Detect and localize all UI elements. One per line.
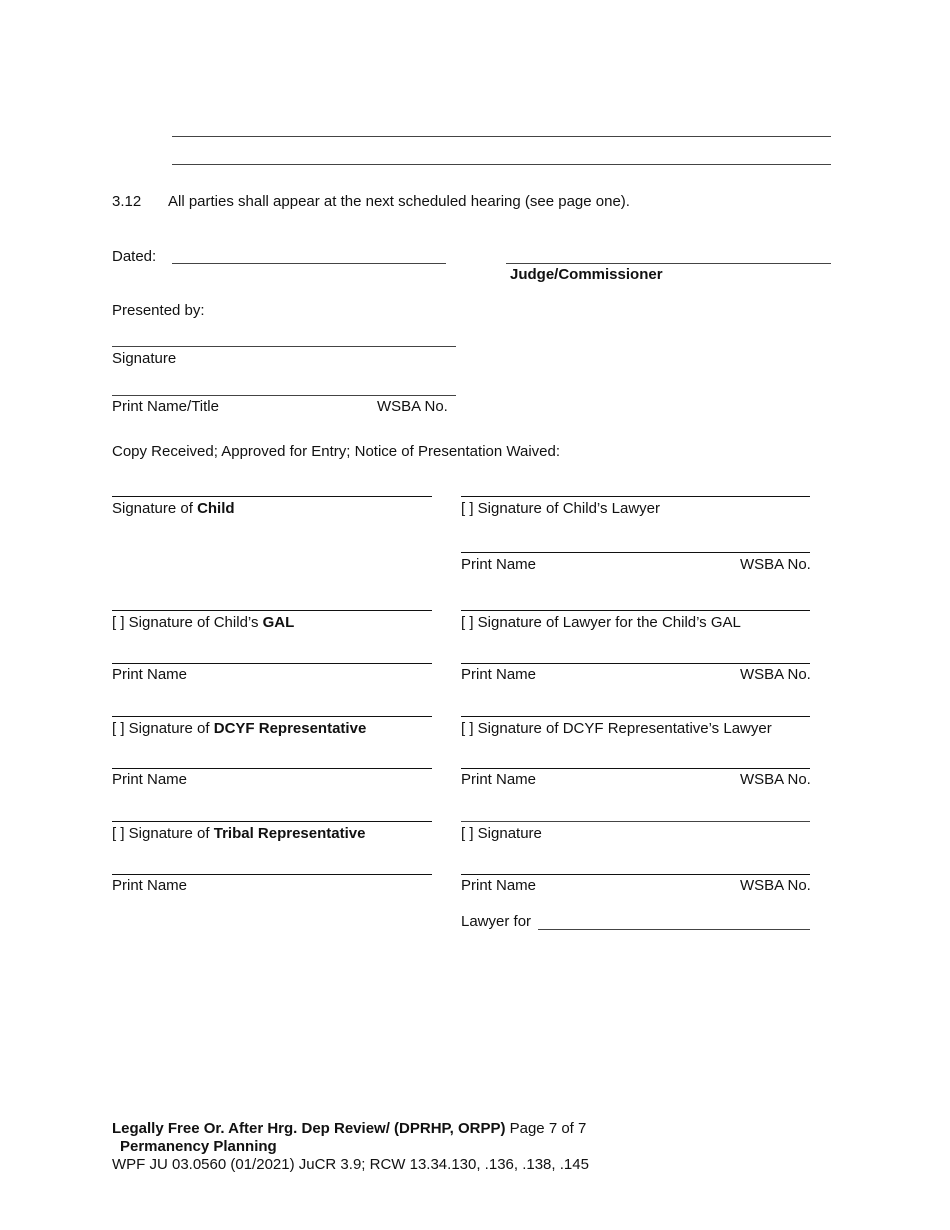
gal-print-label: Print Name [112, 666, 188, 683]
section-number: 3.12 [112, 193, 142, 210]
dcyf-bold: DCYF Representative [213, 720, 367, 737]
child-lawyer-signature-line[interactable] [461, 496, 810, 497]
child-signature-line[interactable] [112, 496, 432, 497]
child-bold: Child [197, 500, 235, 517]
dcyf-signature-line[interactable] [112, 716, 432, 717]
child-lawyer-wsba-label: WSBA No. [740, 556, 811, 573]
tribal-signature-line[interactable] [112, 821, 432, 822]
dcyf-lawyer-print-line[interactable] [461, 768, 810, 769]
gal-bold: GAL [262, 614, 295, 631]
gal-lawyer-print-line[interactable] [461, 663, 810, 664]
gal-print-line[interactable] [112, 663, 432, 664]
judge-label: Judge/Commissioner [510, 266, 663, 283]
child-prefix: Signature of [112, 500, 198, 517]
dated-label: Dated: [112, 248, 157, 265]
other-signature-label: [ ] Signature [461, 825, 542, 842]
dcyf-lawyer-signature-line[interactable] [461, 716, 810, 717]
footer-page: Page 7 of 7 [505, 1120, 587, 1137]
footer-citation: WPF JU 03.0560 (01/2021) JuCR 3.9; RCW 13.34.130, .136, .138, .145 [112, 1156, 589, 1173]
child-lawyer-print-line[interactable] [461, 552, 810, 553]
footer-title-bold: Legally Free Or. After Hrg. Dep Review/ (DPRHP, ORPP) [112, 1120, 506, 1137]
lawyer-for-field[interactable] [538, 929, 810, 930]
judge-signature-line[interactable] [506, 263, 831, 264]
presenter-name-label: Print Name/Title [112, 398, 219, 415]
dated-field[interactable] [172, 263, 446, 264]
tribal-bold: Tribal Representative [213, 825, 366, 842]
child-lawyer-label: [ ] Signature of Child’s Lawyer [461, 500, 660, 517]
other-print-line[interactable] [461, 874, 810, 875]
dcyf-lawyer-print-label: Print Name [461, 771, 537, 788]
gal-lawyer-signature-line[interactable] [461, 610, 810, 611]
tribal-signature-label [112, 825, 365, 843]
section-text: All parties shall appear at the next scheduled hearing (see page one). [168, 193, 630, 210]
dcyf-signature-label [112, 720, 366, 738]
lawyer-for-label: Lawyer for [461, 913, 532, 930]
blank-line-2[interactable] [172, 164, 831, 165]
gal-lawyer-print-label: Print Name [461, 666, 537, 683]
footer-title [112, 1120, 586, 1138]
footer-subtitle: Permanency Planning [120, 1138, 277, 1155]
presented-label: Presented by: [112, 302, 205, 319]
dcyf-print-label: Print Name [112, 771, 188, 788]
dcyf-lawyer-label: [ ] Signature of DCYF Representative’s Lawyer [461, 720, 772, 737]
dcyf-lawyer-wsba-label: WSBA No. [740, 771, 811, 788]
blank-line-1[interactable] [172, 136, 831, 137]
dcyf-prefix: [ ] Signature of [112, 720, 214, 737]
presenter-signature-label: Signature [112, 350, 177, 367]
gal-signature-line[interactable] [112, 610, 432, 611]
gal-prefix: [ ] Signature of Child’s [112, 614, 263, 631]
child-lawyer-print-label: Print Name [461, 556, 537, 573]
presenter-wsba-label: WSBA No. [377, 398, 448, 415]
gal-signature-label [112, 614, 294, 632]
presenter-name-line[interactable] [112, 395, 456, 396]
gal-lawyer-label: [ ] Signature of Lawyer for the Child’s GAL [461, 614, 741, 631]
tribal-prefix: [ ] Signature of [112, 825, 214, 842]
tribal-print-line[interactable] [112, 874, 432, 875]
tribal-print-label: Print Name [112, 877, 188, 894]
copy-received-text: Copy Received; Approved for Entry; Notice of Presentation Waived: [112, 443, 561, 460]
presenter-signature-line[interactable] [112, 346, 456, 347]
dcyf-print-line[interactable] [112, 768, 432, 769]
other-print-label: Print Name [461, 877, 537, 894]
child-signature-label [112, 500, 235, 518]
other-signature-line[interactable] [461, 821, 810, 822]
other-wsba-label: WSBA No. [740, 877, 811, 894]
gal-lawyer-wsba-label: WSBA No. [740, 666, 811, 683]
